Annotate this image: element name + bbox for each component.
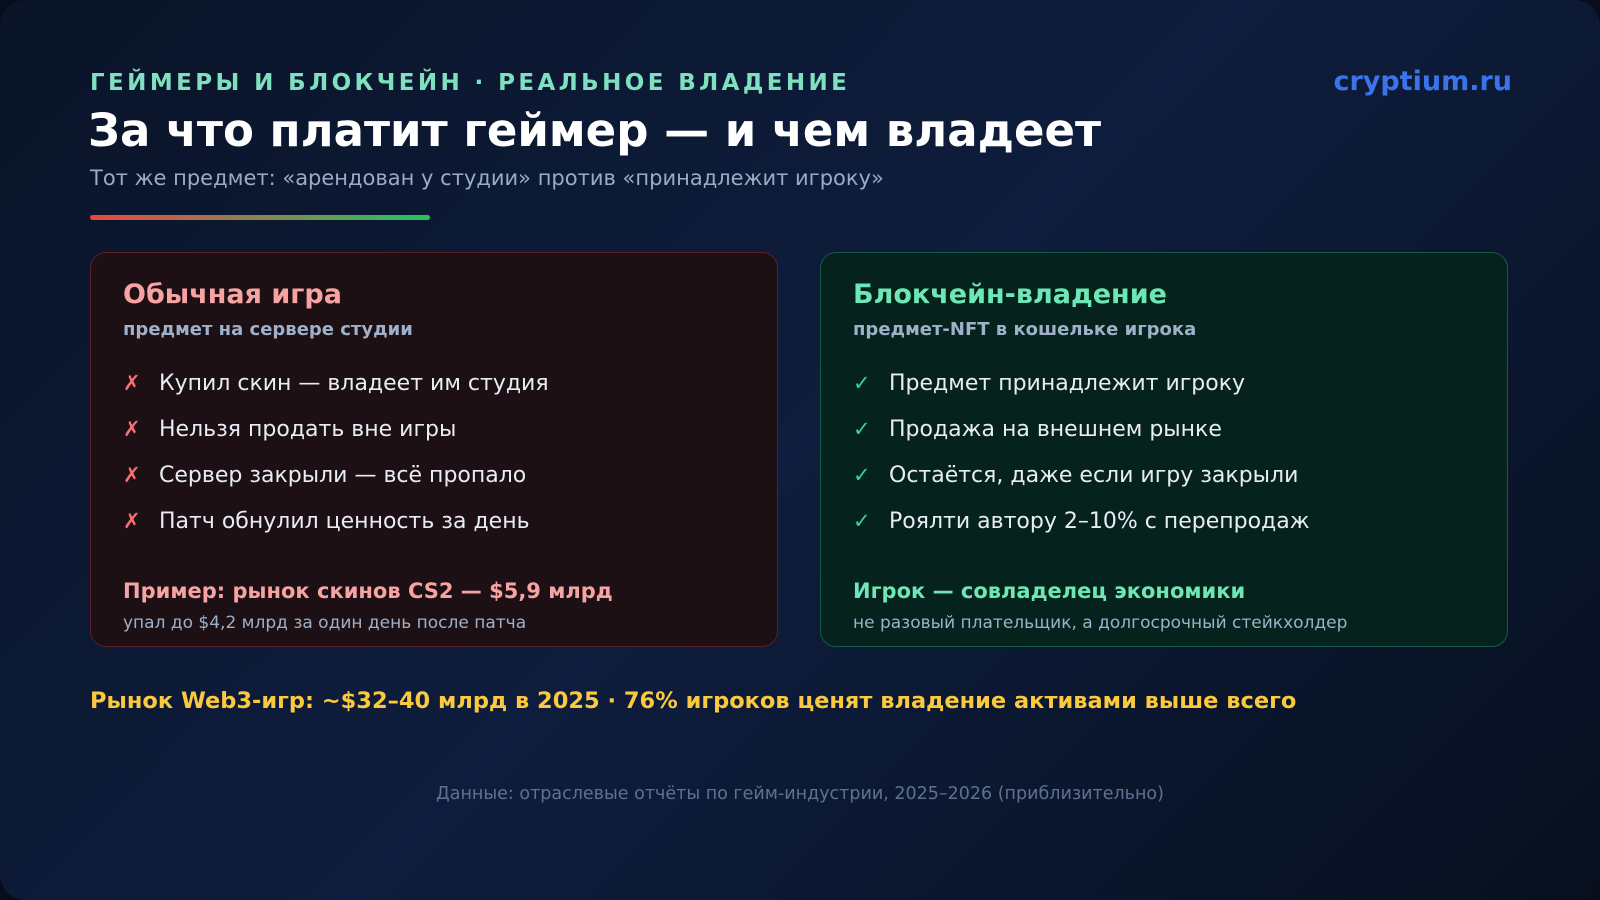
list-item: [123, 463, 549, 509]
list-item-text: Нельзя продать вне игры: [159, 417, 457, 442]
blockchain-ownership-card: [820, 252, 1508, 647]
card-title: Блокчейн-владение: [853, 279, 1167, 310]
card-subtitle: предмет на сервере студии: [123, 319, 413, 340]
card-subtitle: предмет-NFT в кошельке игрока: [853, 319, 1197, 340]
page-title: За что платит геймер — и чем владеет: [88, 104, 1102, 157]
brand-link[interactable]: cryptium.ru: [1333, 66, 1512, 97]
conclusion-title: Игрок — совладелец экономики: [853, 579, 1246, 603]
accent-divider: [90, 215, 430, 220]
source-note: Данные: отраслевые отчёты по гейм-индустрии, 2025–2026 (приблизительно): [436, 784, 1164, 804]
page-subtitle: Тот же предмет: «арендован у студии» против «принадлежит игроку»: [90, 166, 884, 190]
list-item-text: Предмет принадлежит игроку: [889, 371, 1246, 396]
list-item: [853, 371, 1310, 417]
list-item: [853, 463, 1310, 509]
cross-icon: ✗: [123, 417, 141, 441]
example-caption: упал до $4,2 млрд за один день после патча: [123, 613, 527, 633]
list-item-text: Купил скин — владеет им студия: [159, 371, 549, 396]
conclusion-caption: не разовый плательщик, а долгосрочный стейкхолдер: [853, 613, 1348, 633]
check-icon: ✓: [853, 417, 871, 441]
check-icon: ✓: [853, 463, 871, 487]
list-item: [853, 509, 1310, 555]
list-item: [123, 509, 549, 555]
drawbacks-list: [123, 371, 549, 555]
list-item: [123, 417, 549, 463]
market-highlight: Рынок Web3-игр: ~$32–40 млрд в 2025 · 76% игроков ценят владение активами выше всего: [90, 688, 1297, 714]
list-item: [123, 371, 549, 417]
eyebrow-label: ГЕЙМЕРЫ И БЛОКЧЕЙН · РЕАЛЬНОЕ ВЛАДЕНИЕ: [90, 70, 851, 96]
cross-icon: ✗: [123, 509, 141, 533]
list-item-text: Роялти автору 2–10% с перепродаж: [889, 509, 1310, 534]
list-item-text: Продажа на внешнем рынке: [889, 417, 1222, 442]
cross-icon: ✗: [123, 463, 141, 487]
example-title: Пример: рынок скинов CS2 — $5,9 млрд: [123, 579, 613, 603]
cross-icon: ✗: [123, 371, 141, 395]
traditional-game-card: [90, 252, 778, 647]
list-item-text: Остаётся, даже если игру закрыли: [889, 463, 1299, 488]
benefits-list: [853, 371, 1310, 555]
list-item-text: Сервер закрыли — всё пропало: [159, 463, 527, 488]
list-item: [853, 417, 1310, 463]
check-icon: ✓: [853, 371, 871, 395]
card-title: Обычная игра: [123, 279, 342, 310]
check-icon: ✓: [853, 509, 871, 533]
list-item-text: Патч обнулил ценность за день: [159, 509, 530, 534]
